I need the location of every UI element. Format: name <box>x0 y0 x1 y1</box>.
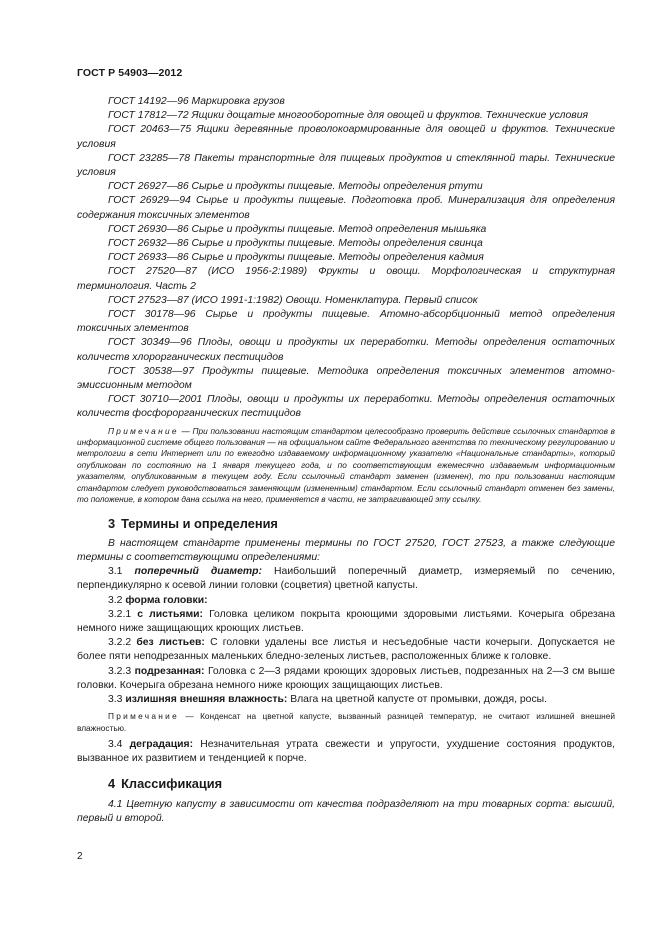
reference-item: ГОСТ 26927—86 Сырье и продукты пищевые. Методы определения ртути <box>108 181 483 193</box>
section-intro: В настоящем стандарте применены термины по ГОСТ 27520, ГОСТ 27523, а также следующие термины с соответствующими определениями: <box>77 537 615 563</box>
definition-text: С головки удалены все листья и несъедобные части кочерыги. Допускается не более пяти неподрезанных маленьких бледно-зеленых листьев, расположенных ближе к головке. <box>77 637 616 663</box>
section-heading <box>108 517 615 531</box>
reference-item: ГОСТ 30178—96 Сырье и продукты пищевые. Атомно-абсорбционный метод определения токсичных элементов <box>77 309 615 335</box>
reference-item: ГОСТ 17812—72 Ящики дощатые многооборотные для овощей и фруктов. Технические условия <box>108 110 589 122</box>
reference-item: ГОСТ 30710—2001 Плоды, овощи и продукты их переработки. Методы определения остаточных количеств фосфорорганических пестицидов <box>77 394 615 420</box>
reference-item: ГОСТ 20463—75 Ящики деревянные проволокоармированные для овощей и фруктов. Технические условия <box>77 124 615 150</box>
note-text: — Конденсат на цветной капусте, вызванный разницей температур, не считают излишней внешней влажностью. <box>77 711 615 733</box>
document-body <box>77 95 615 826</box>
definition-number: 3.2.1 <box>108 608 132 620</box>
note-label: Примечание <box>108 711 180 722</box>
definition-text: Головка целиком покрыта кроющими здоровыми листьями. Кочерыга обрезана немного ниже защищающих кроющих листьев. <box>77 608 616 634</box>
references-note <box>77 426 615 506</box>
definition-text: Головка с 2—3 рядами кроющих здоровых листьев, подрезанных на 2—3 см выше головки. Кочерыга обрезана немного ниже кроющих защищающих листьев. <box>77 665 616 691</box>
definition-term: форма головки: <box>125 594 208 606</box>
definition-text: Влага на цветной капусте от промывки, дождя, росы. <box>290 693 547 705</box>
reference-item: ГОСТ 26932—86 Сырье и продукты пищевые. Методы определения свинца <box>108 238 483 250</box>
references-list <box>77 95 615 422</box>
definition-note <box>77 711 615 734</box>
definition-item <box>77 665 615 693</box>
definition-item <box>77 738 615 766</box>
definition-term: деградация: <box>129 738 194 750</box>
reference-item: ГОСТ 26929—94 Сырье и продукты пищевые. Подготовка проб. Минерализация для определения содержания токсичных элементов <box>77 195 615 221</box>
definition-term: без листьев: <box>136 637 205 649</box>
reference-item: ГОСТ 27523—87 (ИСО 1991-1:1982) Овощи. Номенклатура. Первый список <box>108 294 478 306</box>
definition-number: 3.1 <box>108 566 123 578</box>
section-title: Классификация <box>121 776 223 792</box>
definition-term: излишняя внешняя влажность: <box>125 693 288 705</box>
reference-item: ГОСТ 30349—96 Плоды, овощи и продукты их переработки. Методы определения остаточных количеств хлорорганических пестицидов <box>77 337 615 363</box>
definition-item <box>77 693 615 707</box>
definition-term: подрезанная: <box>134 665 205 677</box>
section-title: Термины и определения <box>121 515 278 531</box>
definition-item <box>77 608 615 636</box>
section-number: 4 <box>108 776 116 792</box>
note-text: — При пользовании настоящим стандартом целесообразно проверить действие ссылочных стандартов в информационной системе общего пользования — на официальном сайте Федерального агентства по техническому регулированию и метрологии в сети Интернет или по ежегодно издаваемому информационному указателю «Национальные стандарты», который опубликован по состоянию на 1 января текущего года, и по соответствующим ежемесячно издаваемым информационным указателям, опубликованным в текущем году. Если ссылочный стандарт заменен (изменен), то при пользовании настоящим стандартом следует руководствоваться заменяющим (измененным) стандартом. Если ссылочный стандарт отменен без замены, то положение, в котором дана ссылка на него, применяется в части, не затрагивающей эту ссылку. <box>77 425 615 505</box>
definition-term: поперечный диаметр: <box>134 566 262 578</box>
definition-text: Наибольший поперечный диаметр, измеряемый по сечению, перпендикулярно к осевой линии головки (соцветия) цветной капусты. <box>77 566 615 592</box>
reference-item: ГОСТ 27520—87 (ИСО 1956-2:1989) Фрукты и овощи. Морфологическая и структурная терминология. Часть 2 <box>77 266 615 292</box>
section-number: 3 <box>108 515 116 531</box>
definition-item <box>77 565 615 593</box>
document-header: ГОСТ Р 54903—2012 <box>77 67 183 79</box>
section-heading <box>108 777 615 791</box>
definition-number: 3.2.3 <box>108 665 132 677</box>
page-number: 2 <box>77 851 83 862</box>
reference-item: ГОСТ 26930—86 Сырье и продукты пищевые. Метод определения мышьяка <box>108 223 487 235</box>
definition-term: с листьями: <box>137 608 203 620</box>
definition-number: 3.2.2 <box>108 637 132 649</box>
definition-text: Незначительная утрата свежести и упругости, ухудшение состояния продуктов, вызванное их развитием и тенденцией к порче. <box>77 738 615 765</box>
reference-item: ГОСТ 14192—96 Маркировка грузов <box>108 96 285 107</box>
reference-item: ГОСТ 26933—86 Сырье и продукты пищевые. Методы определения кадмия <box>108 252 484 264</box>
classification-paragraph: 4.1 Цветную капусту в зависимости от качества подразделяют на три товарных сорта: высший, первый и второй. <box>77 798 615 824</box>
note-label: Примечание <box>108 425 179 436</box>
definition-number: 3.3 <box>108 693 123 705</box>
reference-item: ГОСТ 23285—78 Пакеты транспортные для пищевых продуктов и стеклянной тары. Технические условия <box>77 152 615 179</box>
definition-item <box>77 636 615 664</box>
reference-item: ГОСТ 30538—97 Продукты пищевые. Методика определения токсичных элементов атомно-эмиссионным методом <box>77 365 615 392</box>
definition-number: 3.2 <box>108 594 123 606</box>
definition-number: 3.4 <box>108 738 123 750</box>
definition-item <box>77 594 615 608</box>
